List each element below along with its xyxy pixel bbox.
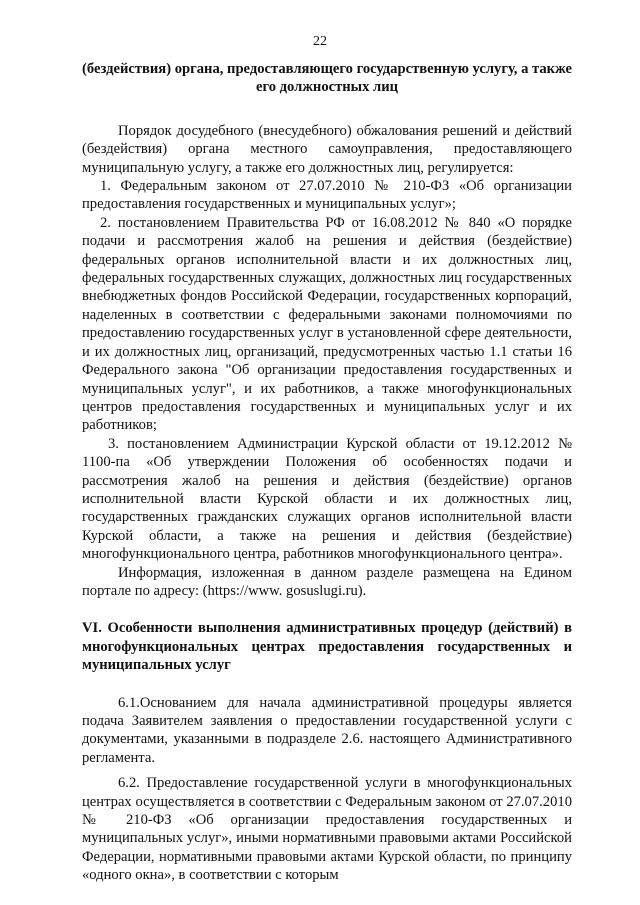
intro-paragraph: Порядок досудебного (внесудебного) обжалования решений и действий (бездействия) органа местного самоуправления, предоставляющего муниципальную услугу, а также его должностных лиц, регулируется: bbox=[82, 122, 572, 176]
spacer bbox=[82, 675, 572, 694]
page-number: 22 bbox=[313, 34, 327, 49]
paragraph-6-2: 6.2. Предоставление государственной услуги в многофункциональных центрах осуществляется в соответствии с Федеральным законом от 27.07.2010 № 210-ФЗ «Об организации предоставления государственных и муниципальных услуг», иными нормативными правовыми актами Российской Федерации, нормативными правовыми актами Курской области, по принципу «одного окна», в соответствии с которым bbox=[82, 775, 572, 884]
intro-heading: (бездействия) органа, предоставляющего государственную услугу, а также его должностных лиц bbox=[82, 61, 572, 96]
spacer bbox=[82, 600, 572, 619]
spacer bbox=[82, 97, 572, 122]
page-content bbox=[82, 60, 572, 885]
section-heading: VI. Особенности выполнения административных процедур (действий) в многофункциональных центрах предоставления государственных и муниципальных услуг bbox=[82, 620, 572, 674]
spacer bbox=[82, 767, 572, 774]
paragraph-6-1: 6.1.Основанием для начала административной процедуры является подача Заявителем заявления о предоставлении государственной услуги с документами, указанными в подразделе 2.6. настоящего Административного регламента. bbox=[82, 694, 572, 766]
info-paragraph: Информация, изложенная в данном разделе размещена на Едином портале по адресу: (https://www. gosuslugi.ru). bbox=[82, 564, 572, 599]
law-item-2: 2. постановлением Правительства РФ от 16.08.2012 № 840 «О порядке подачи и рассмотрения жалоб на решения и действия (бездействие) федеральных органов исполнительной власти и их должностных лиц, федеральных государственных служащих, должностных лиц государственных внебюджетных фондов Российской Федерации, государственных корпораций, наделенных в соответствии с федеральными законами полномочиями по предоставлению государственных услуг в установленной сфере деятельности, и их должностных лиц, организаций, предусмотренных частью 1.1 статьи 16 Федерального закона "Об организации предоставления государственных и муниципальных услуг", и их работников, а также многофункциональных центров предоставления государственных и муниципальных услуг и их работников; bbox=[82, 214, 572, 434]
law-item-3: 3. постановлением Администрации Курской области от 19.12.2012 № 1100-па «Об утверждении Положения об особенностях подачи и рассмотрения жалоб на решения и действия (бездействие) органов исполнительной власти Курской области и их должностных лиц, государственных гражданских служащих органов исполнительной власти Курской области, а также на решения и действия (бездействие) многофункционального центра, работников многофункционального центра». bbox=[82, 435, 572, 563]
law-item-1: 1. Федеральным законом от 27.07.2010 № 210-ФЗ «Об организации предоставления государственных и муниципальных услуг»; bbox=[82, 178, 572, 213]
